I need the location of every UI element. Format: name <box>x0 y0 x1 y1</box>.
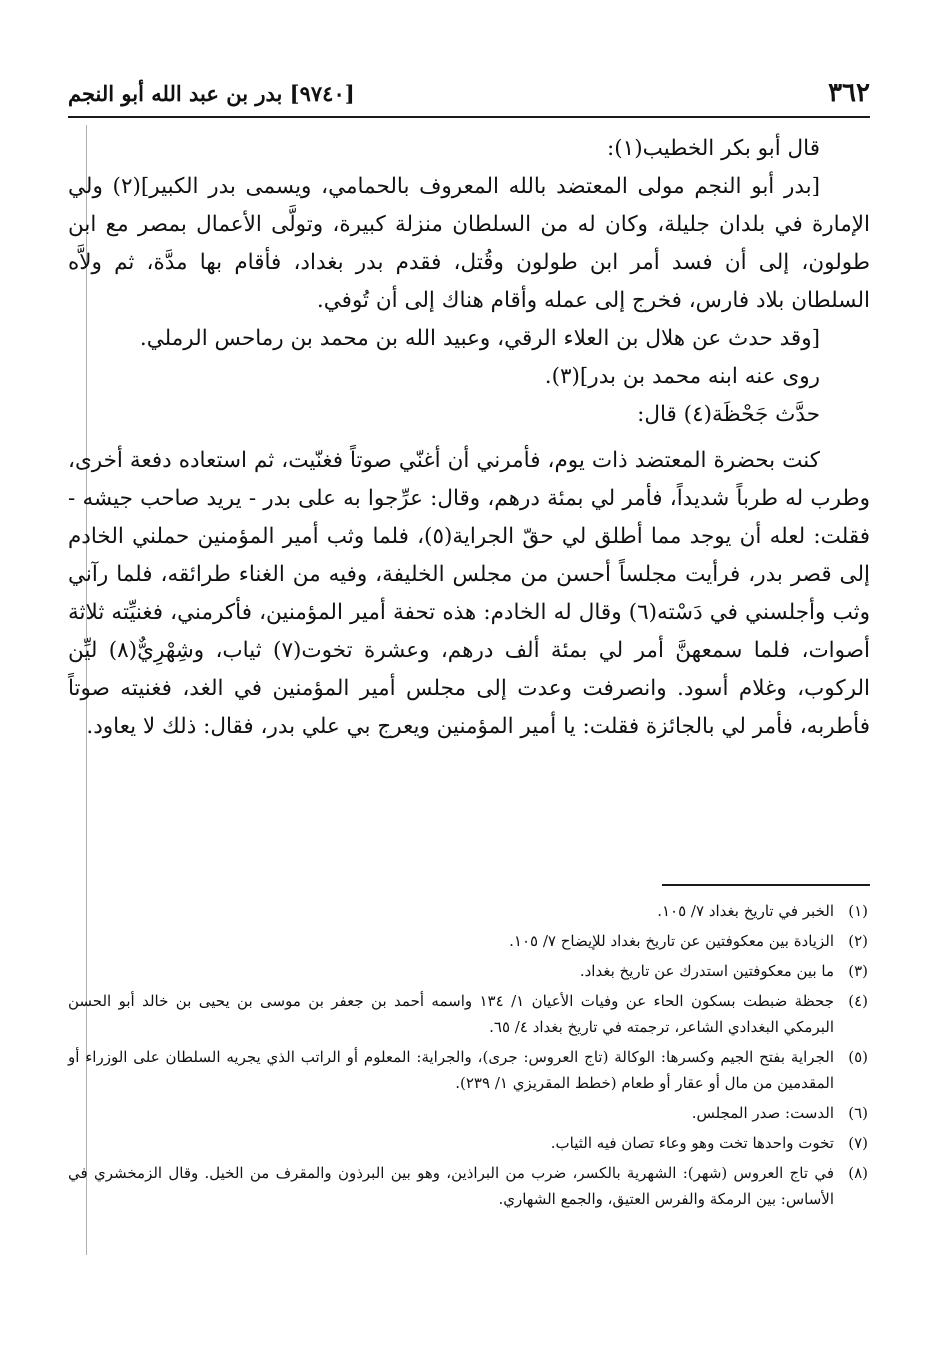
footnote-text: الخبر في تاريخ بغداد ٧/ ١٠٥. <box>657 902 834 920</box>
footnote-number: (١) <box>848 902 868 920</box>
paragraph-intro: قال أبو بكر الخطيب(١): <box>607 136 820 161</box>
footnote-number: (٤) <box>848 992 868 1010</box>
footnote-item <box>68 1044 868 1096</box>
footnote-item <box>68 958 868 984</box>
footnote-text: الجراية بفتح الجيم وكسرها: الوكالة (تاج العروس: جرى)، والجراية: المعلوم أو الراتب الذي يجريه السلطان على الوزراء أو المقدمين من مال أو عقار أو طعام (خطط المقريزي ١/ ٢٣٩). <box>68 1048 834 1092</box>
page-number: ٣٦٢ <box>828 78 870 108</box>
footnote-number: (٨) <box>848 1164 868 1182</box>
footnote-number: (٦) <box>848 1104 868 1122</box>
footnote-text: جحظة ضبطت بسكون الحاء عن وفيات الأعيان ١/ ١٣٤ واسمه أحمد بن جعفر بن موسى بن يحيى بن خالد أبو الحسن البرمكي البغدادي الشاعر، ترجمته في تاريخ بغداد ٤/ ٦٥. <box>68 992 834 1036</box>
footnote-text: في تاج العروس (شهر): الشهرية بالكسر، ضرب من البراذين، وهو بين البرذون والمقرف من الخيل. وقال الزمخشري في الأساس: بين الرمكة والفرس العتيق، والجمع الشهاري. <box>68 1164 834 1208</box>
footnote-divider <box>662 884 870 886</box>
footnote-item <box>68 1100 868 1126</box>
footnote-text: تخوت واحدها تخت وهو وعاء تصان فيه الثياب. <box>550 1134 834 1152</box>
paragraph-narrators: [وقد حدث عن هلال بن العلاء الرقي، وعبيد الله بن محمد بن رماحس الرملي. <box>139 326 820 351</box>
footnote-item <box>68 1160 868 1212</box>
footnote-text: الدست: صدر المجلس. <box>691 1104 834 1122</box>
footnote-number: (٣) <box>848 962 868 980</box>
main-text <box>68 130 870 746</box>
page-header <box>68 70 870 118</box>
footnote-item <box>68 988 868 1040</box>
footnote-text: الزيادة بين معكوفتين عن تاريخ بغداد للإيضاح ٧/ ١٠٥. <box>509 932 834 950</box>
paragraph-biography: [بدر أبو النجم مولى المعتضد بالله المعروف بالحمامي، ويسمى بدر الكبير](٢) ولي الإمارة في بلدان جليلة، وكان له من السلطان منزلة كبيرة، وتولَّى الأعمال بمصر مع ابن طولون، إلى أن فسد أمر ابن طولون وقُتل، فقدم بدر بغداد، فأقام بها مدَّة، ثم ولاَّه السلطان بلاد فارس، فخرج إلى عمله وأقام هناك إلى أن تُوفي. <box>68 174 870 313</box>
footnote-number: (٥) <box>848 1048 868 1066</box>
footnote-item <box>68 928 868 954</box>
paragraph-story: كنت بحضرة المعتضد ذات يوم، فأمرني أن أغنّي صوتاً فغنّيت، ثم استعاده دفعة أخرى، وطرب له طرباً شديداً، فأمر لي بمئة درهم، وقال: عرِّجوا به على بدر - يريد صاحب جيشه - فقلت: لعله أن يوجد مما أطلق لي حقّ الجراية(٥)، فلما وثب أمير المؤمنين حملني الخادم إلى قصر بدر، فرأيت مجلساً أحسن من مجلس الخليفة، وفيه من الغناء طرائقه، فلما رآني وثب وأجلسني في دَسْته(٦) وقال له الخادم: هذه تحفة أمير المؤمنين، فأكرمني، فغنيِّته ثلاثة أصوات، فلما سمعهنَّ أمر لي بمئة ألف درهم، وعشرة تخوت(٧) ثياب، وشِهْرِيٌّ(٨) ليِّن الركوب، وغلام أسود. وانصرفت وعدت إلى مجلس أمير المؤمنين في الغد، فغنيته صوتاً فأطربه، فأمر لي بالجائزة فقلت: يا أمير المؤمنين ويعرج بي علي بدر، فقال: ذلك لا يعاود. <box>68 448 871 739</box>
paragraph-jahza-said: حدَّث جَحْظَة(٤) قال: <box>637 402 820 427</box>
footnote-text: ما بين معكوفتين استدرك عن تاريخ بغداد. <box>579 962 834 980</box>
footnotes <box>68 898 868 1216</box>
paragraph-transmitter: روى عنه ابنه محمد بن بدر](٣). <box>544 364 820 389</box>
footnote-number: (٢) <box>848 932 868 950</box>
running-title: [٩٧٤٠] بدر بن عبد الله أبو النجم <box>68 80 355 106</box>
footnote-item <box>68 898 868 924</box>
footnote-number: (٧) <box>848 1134 868 1152</box>
footnote-item <box>68 1130 868 1156</box>
